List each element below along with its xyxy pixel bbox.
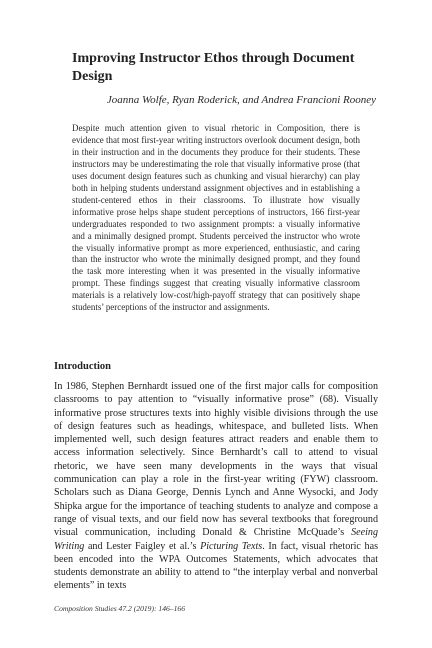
article-title: Improving Instructor Ethos through Document Design: [72, 51, 355, 84]
intro-text-part-2: and Lester Faigley et al.’s: [84, 540, 201, 552]
introduction-paragraph: [54, 380, 378, 593]
section-heading-introduction: Introduction: [54, 361, 111, 372]
intro-text-part-3: . In fact, visual rhetoric has been encoded into the WPA Outcomes Statements, which advocates that students demonstrate an ability to attend to “the interplay verbal and nonverbal elements” in texts: [54, 540, 378, 592]
book-title-picturing-texts: Picturing Texts: [200, 540, 263, 552]
book-title-seeing-writing: Seeing Writing: [54, 527, 378, 552]
article-authors: Joanna Wolfe, Ryan Roderick, and Andrea Francioni Rooney: [106, 94, 376, 106]
introduction-text: [54, 380, 378, 593]
intro-text-part-1: In 1986, Stephen Bernhardt issued one of the first major calls for composition classrooms to pay attention to “visually informative prose” (68). Visually informative prose structures texts into highly visible divisions through the use of design features such as headings, whitespace, and bulleted lists. When implemented well, such design features attract readers and enable them to access information selectively. Since Bernhardt’s call to attend to visual rhetoric, we have seen many developments in the ways that visual communication can play a role in the first-year writing (FYW) classroom. Scholars such as Diana George, Dennis Lynch and Anne Wysocki, and Jody Shipka argue for the importance of teaching students to analyze and compose a range of visual texts, and our field now has several textbooks that foreground visual communication, including Donald & Christine McQuade’s: [54, 381, 378, 539]
abstract-paragraph: Despite much attention given to visual rhetoric in Composition, there is evidence that most first-year writing instructors overlook document design, both in their instruction and in the documents they produce for their students. These instructors may be underestimating the role that visually informative prose (that uses document design features such as chunking and visual hierarchy) can play both in helping students understand assignment objectives and in establishing a student-centered ethos in their classrooms. To illustrate how visually informative prose helps shape student perceptions of instructors, 166 first-year undergraduates responded to two assignment prompts: a visually informative and a minimally designed prompt. Students perceived the instructor who wrote the visually informative prompt as more experienced, enthusiastic, and caring than the instructor who wrote the minimally designed prompt, and they found the task more interesting when it was presented in the visually informative prompt. These findings suggest that creating visually informative classroom materials is a relatively low-cost/high-payoff strategy that can positively shape students’ perceptions of the instructor and assignments.: [72, 123, 360, 313]
page-footer-citation: Composition Studies 47.2 (2019): 146–166: [54, 604, 185, 613]
